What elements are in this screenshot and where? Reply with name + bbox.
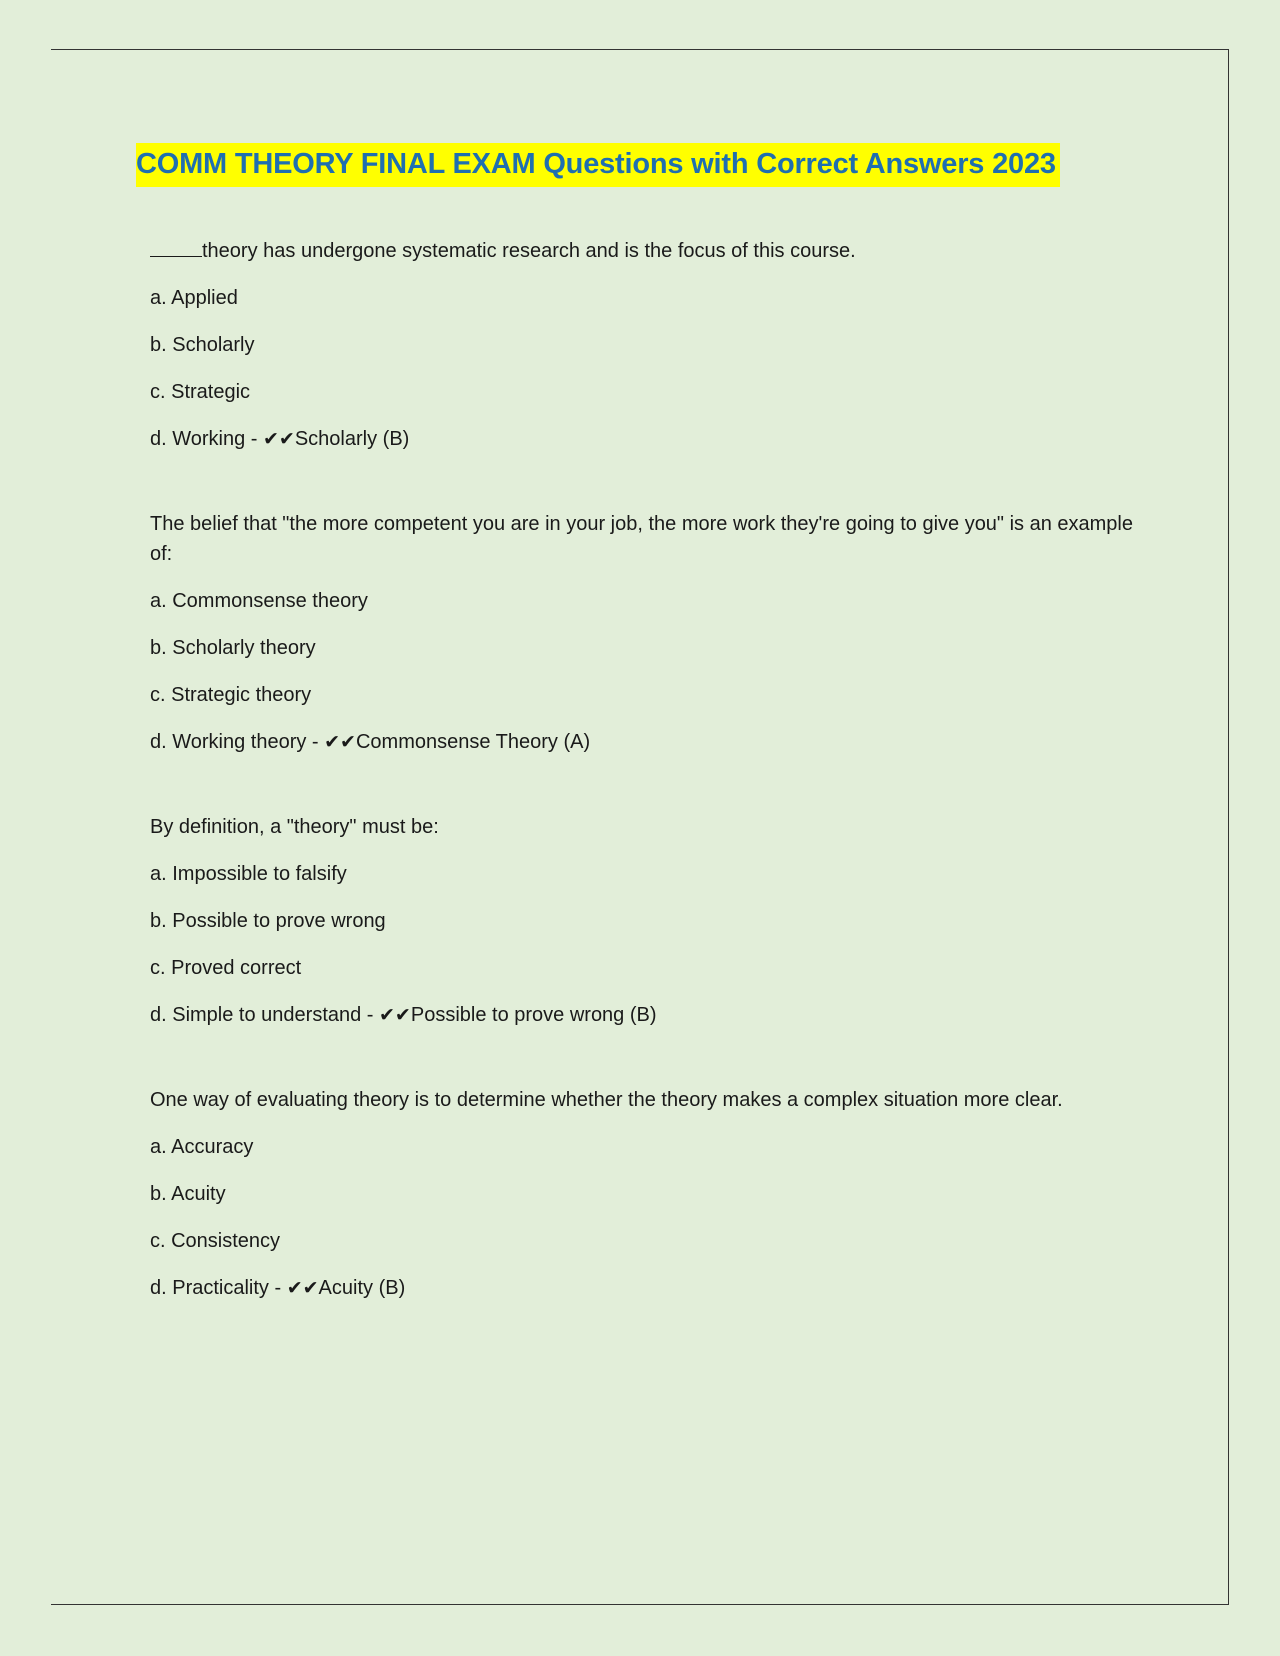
option-b: b. Scholarly	[150, 334, 255, 356]
question-text	[150, 236, 1140, 266]
question-text-content: theory has undergone systematic research and is the focus of this course.	[202, 240, 856, 262]
question-list	[150, 236, 1140, 1358]
question-text: The belief that "the more competent you are in your job, the more work they're going to give you" is an example of:	[150, 513, 1133, 565]
option-d: d. Working -	[150, 428, 263, 450]
question-1	[150, 236, 1140, 455]
option-a: a. Impossible to falsify	[150, 863, 347, 885]
option-d-with-answer	[150, 424, 1140, 455]
option-d: d. Practicality -	[150, 1277, 287, 1299]
question-2	[150, 509, 1140, 758]
question-4	[150, 1085, 1140, 1304]
option-c: c. Strategic	[150, 381, 251, 403]
option-c: c. Consistency	[150, 1230, 281, 1252]
correct-answer: Scholarly (B)	[294, 428, 410, 450]
correct-answer: Acuity (B)	[318, 1277, 406, 1299]
option-c: c. Proved correct	[150, 957, 302, 979]
option-d-with-answer	[150, 1273, 1140, 1304]
option-b: b. Possible to prove wrong	[150, 910, 386, 932]
option-d: d. Simple to understand -	[150, 1004, 380, 1026]
option-d-with-answer	[150, 727, 1140, 758]
answer-blank	[150, 236, 202, 257]
option-b: b. Acuity	[150, 1183, 226, 1205]
double-check-icon: ✔✔	[324, 732, 356, 753]
correct-answer: Commonsense Theory (A)	[355, 731, 591, 753]
question-text: One way of evaluating theory is to determine whether the theory makes a complex situation more clear.	[150, 1089, 1063, 1111]
option-d-with-answer	[150, 1000, 1140, 1031]
option-d: d. Working theory -	[150, 731, 325, 753]
option-a: a. Applied	[150, 287, 238, 309]
double-check-icon: ✔✔	[286, 1278, 319, 1299]
question-text: By definition, a "theory" must be:	[150, 816, 439, 838]
option-b: b. Scholarly theory	[150, 637, 316, 659]
document-title: COMM THEORY FINAL EXAM Questions with Correct Answers 2023	[136, 143, 1060, 187]
question-3	[150, 812, 1140, 1031]
option-a: a. Commonsense theory	[150, 590, 368, 612]
option-a: a. Accuracy	[150, 1136, 254, 1158]
option-c: c. Strategic theory	[150, 684, 312, 706]
double-check-icon: ✔✔	[263, 429, 295, 450]
double-check-icon: ✔✔	[379, 1005, 411, 1026]
correct-answer: Possible to prove wrong (B)	[410, 1004, 657, 1026]
